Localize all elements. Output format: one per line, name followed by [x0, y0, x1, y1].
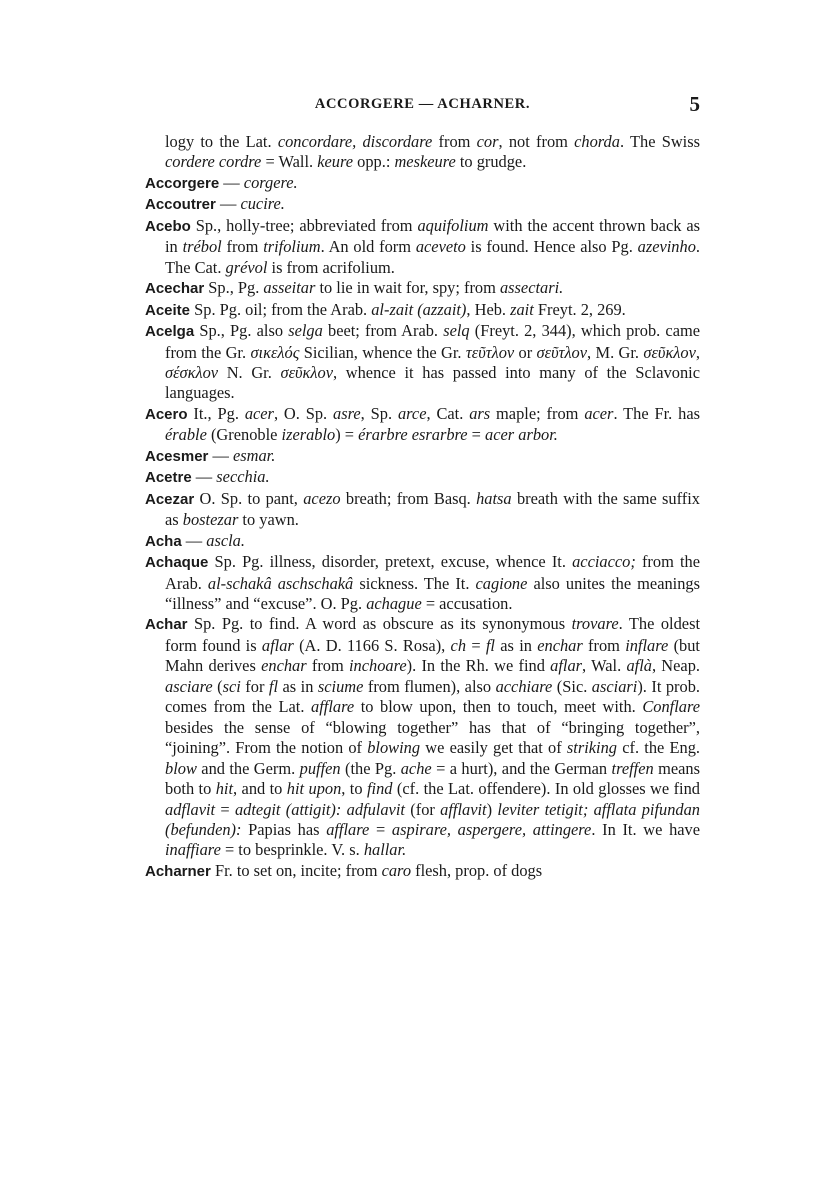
entry-headword: Acha — [145, 532, 182, 550]
dictionary-entry — [145, 614, 700, 860]
entry-definition: — cucire. — [215, 194, 285, 214]
entry-definition: It., Pg. acer, O. Sp. asre, Sp. arce, Cat. ars maple; from acer. The Fr. has érable (Grenoble izerablo) = érarbre esrarbre = acer arbor. — [165, 403, 700, 445]
entry-headword: Acesmer — [145, 447, 209, 465]
entry-headword: Acetre — [145, 469, 192, 487]
dictionary-entry — [145, 404, 700, 446]
dictionary-entry — [145, 531, 700, 552]
entry-headword: Acechar — [145, 280, 205, 298]
entry-headword: Acero — [145, 405, 188, 423]
dictionary-entry — [145, 321, 700, 404]
entry-definition: — corgere. — [219, 172, 298, 192]
continuation-paragraph: logy to the Lat. concordare, discordare from cor, not from chorda. The Swiss cordere cordre = Wall. keure opp.: meskeure to grudge. — [165, 132, 700, 172]
entry-definition: Sp., Pg. asseitar to lie in wait for, spy; from assectari. — [204, 278, 564, 298]
entry-headword: Acharner — [145, 862, 211, 880]
entry-headword: Acezar — [145, 490, 195, 508]
entry-headword: Accorgere — [145, 174, 220, 192]
entry-definition: — secchia. — [191, 467, 270, 487]
entry-headword: Accoutrer — [145, 196, 216, 214]
entry-headword: Acelga — [145, 323, 195, 341]
entry-definition: — ascla. — [181, 530, 245, 550]
entry-headword: Aceite — [145, 301, 191, 319]
dictionary-entry — [145, 467, 700, 488]
dictionary-entry — [145, 446, 700, 467]
entry-headword: Acebo — [145, 217, 191, 235]
dictionary-entry — [145, 216, 700, 278]
entry-definition: — esmar. — [208, 445, 276, 465]
dictionary-entry — [145, 173, 700, 194]
dictionary-entry — [145, 552, 700, 614]
dictionary-body — [145, 132, 700, 882]
dictionary-entry — [145, 489, 700, 531]
dictionary-entry — [145, 300, 700, 321]
entry-list — [145, 173, 700, 882]
entry-definition: Sp., Pg. also selga beet; from Arab. selq (Freyt. 2, 344), which prob. came from the Gr. σικελός Sicilian, whence the Gr. τεῦτλον or σεῦτλον, M. Gr. σεῦκλον, σέσκλον N. Gr. σεῦκλον, whence it has passed into many of the Sclavonic languages. — [165, 321, 701, 403]
entry-definition: Sp. Pg. to find. A word as obscure as its synonymous trovare. The oldest form found is aflar (A. D. 1166 S. Rosa), ch = fl as in enchar from inflare (but Mahn derives enchar from inchoare). In the Rh. we find aflar, Wal. aflà, Neap. asciare (sci for fl as in sciume from flumen), also acchiare (Sic. asciari). It prob. comes from the Lat. afflare to blow upon, then to touch, meet with. Conflare besides the sense of “blowing together” has that of “bringing together”, “joining”. From the notion of blowing we easily get that of striking cf. the Eng. blow and the Germ. puffen (the Pg. ache = a hurt), and the German treffen means both to hit, and to hit upon, to find (cf. the Lat. offendere). In old glosses we find adflavit = adtegit (attigit): adfulavit (for afflavit) leviter tetigit; afflata pifundan (befunden): Papias has afflare = aspirare, aspergere, attingere. In It. we have inaffiare = to besprinkle. V. s. hallar. — [165, 614, 701, 860]
page-number: 5 — [689, 92, 700, 116]
page-header — [145, 92, 700, 118]
running-title: ACCORGERE — ACHARNER. — [314, 96, 531, 112]
entry-headword: Achaque — [145, 554, 209, 572]
dictionary-entry — [145, 861, 700, 882]
dictionary-entry — [145, 194, 700, 215]
dictionary-entry — [145, 278, 700, 299]
entry-definition: Sp. Pg. oil; from the Arab. al-zait (azzait), Heb. zait Freyt. 2, 269. — [190, 299, 626, 319]
entry-definition: O. Sp. to pant, acezo breath; from Basq. hatsa breath with the same suffix as bostezar to yawn. — [165, 488, 700, 530]
entry-headword: Achar — [145, 616, 188, 634]
entry-definition: Sp. Pg. illness, disorder, pretext, excuse, whence It. acciacco; from the Arab. al-schakâ aschschakâ sickness. The It. cagione also unites the meanings “illness” and “excuse”. O. Pg. achague = accusation. — [165, 552, 700, 613]
entry-definition: Sp., holly-tree; abbreviated from aquifolium with the accent thrown back as in trébol from trifolium. An old form aceveto is found. Hence also Pg. azevinho. The Cat. grévol is from acrifolium. — [165, 215, 700, 277]
entry-definition: Fr. to set on, incite; from caro flesh, prop. of dogs — [210, 860, 543, 880]
